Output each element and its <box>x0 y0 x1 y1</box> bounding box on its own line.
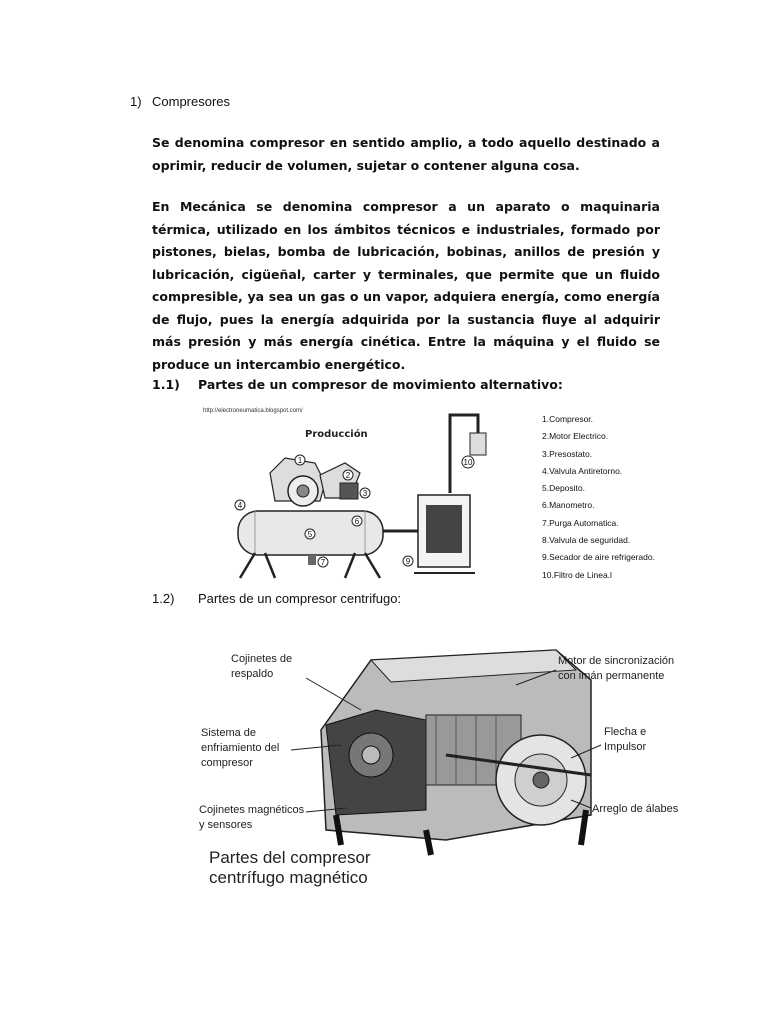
callout-5: 5 <box>307 530 313 539</box>
figure-title: Producción <box>305 429 368 440</box>
paragraph-definition: Se denomina compresor en sentido amplio, a todo aquello destinado a oprimir, reducir de volumen, sujetar o contener alguna cosa. <box>152 135 660 173</box>
legend-item: 1.Compresor. <box>542 414 594 424</box>
paragraph-mechanics: En Mecánica se denomina compresor a un aparato o maquinaria térmica, utilizado en los ámbitos técnicos e industriales, formado por pistones, bielas, bomba de lubricación, bobinas, anillos de presión y lubricación, cigüeñal, carter y terminales, que permite que un fluido compresible, ya sea un gas o un vapor, adquiera energía, como energía de flujo, pues la energía adquirida por la sustancia fluye al adquirir más presión y más energía cinética. Entre la máquina y el fluido se produce un intercambio energético. <box>152 199 660 372</box>
subsection-title: Partes de un compresor de movimiento alternativo: <box>198 377 563 392</box>
subsection-number: 1.1) <box>152 377 180 392</box>
callout-7: 7 <box>320 558 326 567</box>
legend-item: 5.Deposito. <box>542 483 585 494</box>
label-sistema-enfriamiento: Sistema de enfriamiento del compresor <box>201 727 280 769</box>
legend-item: 10.Filtro de Linea.l <box>542 569 612 580</box>
label-motor-sincronizacion: Motor de sincronización con imán permanente <box>558 655 675 682</box>
section-number: 1) <box>130 94 142 109</box>
figure-2-caption: Partes del compresor centrífugo magnético <box>209 848 371 887</box>
callout-4: 4 <box>237 501 243 510</box>
legend-item: 8.Valvula de seguridad. <box>542 535 631 546</box>
label-cojinetes-magneticos: Cojinetes magnéticos y sensores <box>199 804 305 831</box>
label-arreglo-alabes: Arreglo de álabes <box>592 803 679 815</box>
subsection-2-number: 1.2) <box>152 591 175 606</box>
label-flecha-impulsor: Flecha e Impulsor <box>604 726 647 753</box>
legend-item: 4.Valvula Antiretorno. <box>542 465 623 476</box>
callout-9: 9 <box>405 557 411 566</box>
figure-url: http://electroneumatica.blogspot.com/ <box>203 408 303 414</box>
label-cojinetes-respaldo: Cojinetes de respaldo <box>231 653 293 680</box>
callout-10: 10 <box>463 458 473 467</box>
reciprocating-compressor-figure <box>200 403 540 588</box>
reciprocating-legend <box>542 411 655 584</box>
legend-item: 2.Motor Electrico. <box>542 431 609 442</box>
legend-item: 6.Manometro. <box>542 500 595 511</box>
legend-item: 7.Purga Automatica. <box>542 517 619 528</box>
legend-item: 3.Presostato. <box>542 448 593 459</box>
legend-item: 9.Secador de aire refrigerado. <box>542 552 655 563</box>
callout-3: 3 <box>362 489 368 498</box>
callout-1: 1 <box>297 456 303 465</box>
callout-6: 6 <box>354 517 360 526</box>
callout-2: 2 <box>345 471 351 480</box>
section-title: Compresores <box>152 94 231 109</box>
reciprocating-compressor-drawing <box>200 403 540 588</box>
subsection-2-title: Partes de un compresor centrifugo: <box>198 591 402 606</box>
